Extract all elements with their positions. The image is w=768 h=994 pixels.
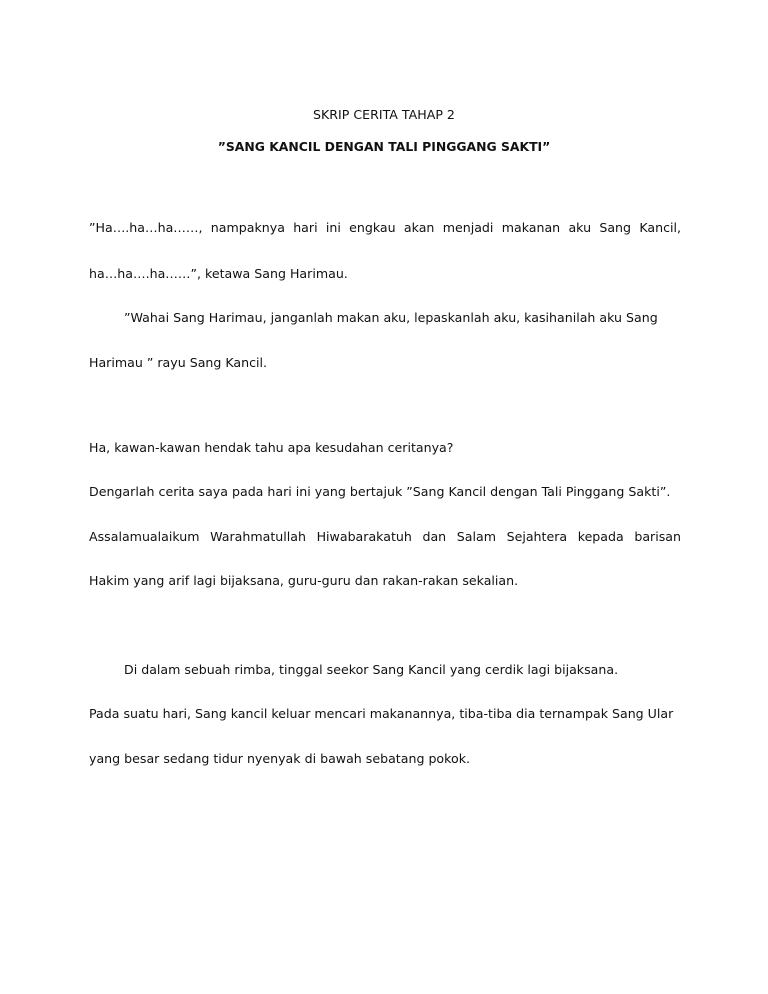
paragraph-line: Pada suatu hari, Sang kancil keluar mencari makanannya, tiba-tiba dia ternampak Sang Ular: [89, 706, 674, 721]
paragraph-line: Di dalam sebuah rimba, tinggal seekor Sang Kancil yang cerdik lagi bijaksana.: [124, 662, 619, 677]
paragraph-line: ”Wahai Sang Harimau, janganlah makan aku, lepaskanlah aku, kasihanilah aku Sang: [124, 310, 658, 325]
story-title: ”SANG KANCIL DENGAN TALI PINGGANG SAKTI”: [217, 139, 551, 154]
paragraph-line: ha…ha….ha……”, ketawa Sang Harimau.: [89, 266, 348, 281]
paragraph-line: yang besar sedang tidur nyenyak di bawah sebatang pokok.: [89, 751, 470, 766]
paragraph-line: Harimau ” rayu Sang Kancil.: [89, 355, 268, 370]
document-title: SKRIP CERITA TAHAP 2: [313, 107, 455, 122]
paragraph-line: Assalamualaikum Warahmatullah Hiwabarakatuh dan Salam Sejahtera kepada barisan: [89, 529, 681, 544]
paragraph-line: ”Ha….ha…ha……, nampaknya hari ini engkau akan menjadi makanan aku Sang Kancil,: [89, 220, 681, 235]
paragraph-line: Hakim yang arif lagi bijaksana, guru-guru dan rakan-rakan sekalian.: [89, 573, 519, 588]
paragraph-line: Dengarlah cerita saya pada hari ini yang bertajuk ”Sang Kancil dengan Tali Pinggang Sakti”.: [89, 484, 671, 499]
paragraph-line: Ha, kawan-kawan hendak tahu apa kesudahan ceritanya?: [89, 440, 454, 455]
